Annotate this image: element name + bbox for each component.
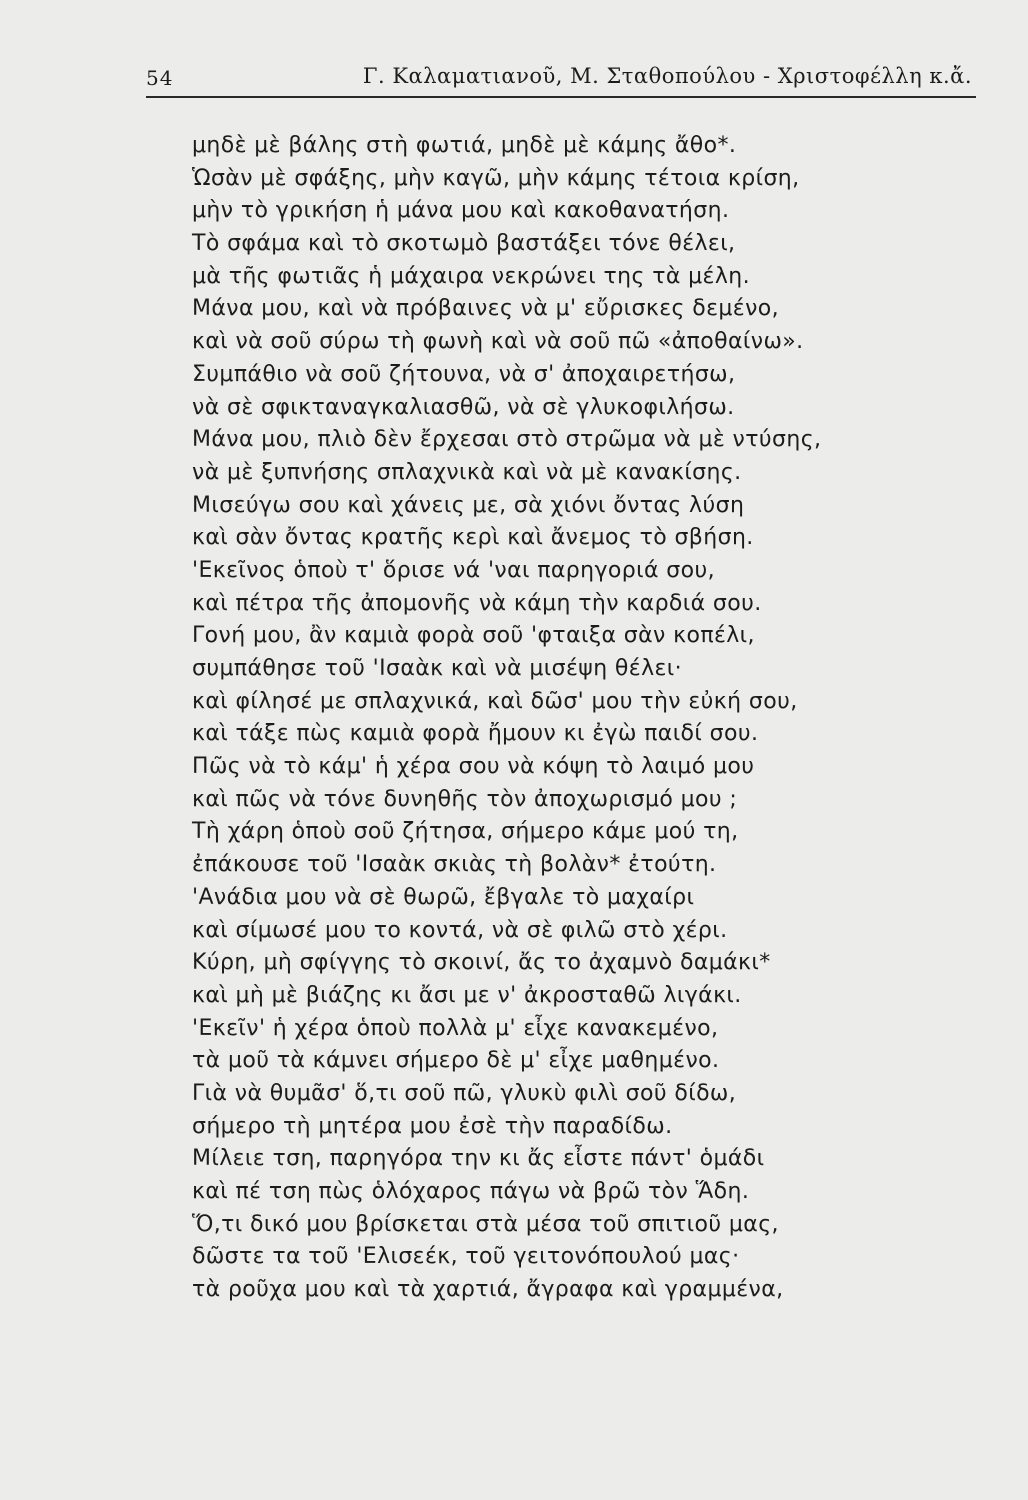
poem-line: καὶ πῶς νὰ τόνε δυνηθῆς τὸν ἀποχωρισμό μου ; — [192, 786, 738, 812]
poem-line: Γονή μου, ἂν καμιὰ φορὰ σοῦ 'φταιξα σὰν κοπέλι, — [192, 623, 755, 649]
poem-line: Ὡσὰν μὲ σφάξης, μὴν καγῶ, μὴν κάμης τέτοια κρίση, — [192, 165, 800, 191]
poem-line: καὶ σὰν ὄντας κρατῆς κερὶ καὶ ἄνεμος τὸ σβήση. — [192, 525, 754, 551]
poem-line: Μάνα μου, καὶ νὰ πρόβαινες νὰ μ' εὔρισκες δεμένο, — [192, 296, 780, 322]
header-rule — [146, 96, 976, 98]
poem-line: 'Εκεῖν' ἡ χέρα ὁποὺ πολλὰ μ' εἶχε κανακεμένο, — [192, 1015, 719, 1041]
poem-line: καὶ τάξε πὼς καμιὰ φορὰ ἤμουν κι ἐγὼ παιδί σου. — [192, 721, 759, 747]
poem-line: καὶ μὴ μὲ βιάζης κι ἄσι με ν' ἀκροσταθῶ λιγάκι. — [192, 982, 742, 1008]
poem-line: καὶ νὰ σοῦ σύρω τὴ φωνὴ καὶ νὰ σοῦ πῶ «ἀποθαίνω». — [192, 329, 804, 355]
poem-line: Τὴ χάρη ὁποὺ σοῦ ζήτησα, σήμερο κάμε μού τη, — [192, 819, 739, 845]
poem-line: Κύρη, μὴ σφίγγης τὸ σκοινί, ἄς το ἀχαμνὸ δαμάκι* — [192, 950, 771, 976]
poem-text — [192, 130, 912, 1307]
poem-line: μὴν τὸ γρικήση ἡ μάνα μου καὶ κακοθανατήση. — [192, 198, 730, 224]
poem-line: Μισεύγω σου καὶ χάνεις με, σὰ χιόνι ὄντας λύση — [192, 492, 745, 518]
poem-line: Μάνα μου, πλιὸ δὲν ἔρχεσαι στὸ στρῶμα νὰ μὲ ντύσης, — [192, 427, 822, 453]
poem-line: μὰ τῆς φωτιᾶς ἡ μάχαιρα νεκρώνει της τὰ μέλη. — [192, 263, 750, 289]
poem-line: μηδὲ μὲ βάλης στὴ φωτιά, μηδὲ μὲ κάμης ἄθο*. — [192, 133, 737, 158]
poem-line: νὰ σὲ σφικταναγκαλιασθῶ, νὰ σὲ γλυκοφιλήσω. — [192, 394, 735, 420]
poem-line: καὶ φίλησέ με σπλαχνικά, καὶ δῶσ' μου τὴν εὐκή σου, — [192, 688, 798, 714]
poem-line: Γιὰ νὰ θυμᾶσ' ὅ,τι σοῦ πῶ, γλυκὺ φιλὶ σοῦ δίδω, — [192, 1080, 737, 1106]
poem-line: Μίλειε τση, παρηγόρα την κι ἄς εἶστε πάντ' ὁμάδι — [192, 1146, 765, 1172]
poem-line: νὰ μὲ ξυπνήσης σπλαχνικὰ καὶ νὰ μὲ κανακίσης. — [192, 459, 742, 485]
poem-line: καὶ σίμωσέ μου το κοντά, νὰ σὲ φιλῶ στὸ χέρι. — [192, 917, 728, 943]
poem-line: δῶστε τα τοῦ 'Ελισεέκ, τοῦ γειτονόπουλού μας· — [192, 1244, 740, 1270]
poem-line: ἐπάκουσε τοῦ 'Ισαὰκ σκιὰς τὴ βολὰν* ἐτούτη. — [192, 852, 717, 878]
poem-line: Πῶς νὰ τὸ κάμ' ἡ χέρα σου νὰ κόψη τὸ λαιμό μου — [192, 754, 755, 780]
page-header — [146, 62, 976, 94]
page-number: 54 — [146, 66, 174, 90]
poem-line: συμπάθησε τοῦ 'Ισαὰκ καὶ νὰ μισέψη θέλει· — [192, 656, 683, 681]
poem-line: σήμερο τὴ μητέρα μου ἐσὲ τὴν παραδίδω. — [192, 1113, 673, 1139]
poem-line: καὶ πέ τση πὼς ὁλόχαρος πάγω νὰ βρῶ τὸν Ἅδη. — [192, 1179, 750, 1204]
running-head: Γ. Καλαματιανοῦ, Μ. Σταθοπούλου - Χριστοφέλλη κ.ἄ. — [362, 64, 972, 88]
poem-line: τὰ μοῦ τὰ κάμνει σήμερο δὲ μ' εἶχε μαθημένο. — [192, 1048, 720, 1074]
poem-line: Συμπάθιο νὰ σοῦ ζήτουνα, νὰ σ' ἀποχαιρετήσω, — [192, 361, 736, 387]
poem-line: καὶ πέτρα τῆς ἀπομονῆς νὰ κάμη τὴν καρδιά σου. — [192, 590, 762, 616]
poem-line: Ὅ,τι δικό μου βρίσκεται στὰ μέσα τοῦ σπιτιοῦ μας, — [192, 1211, 779, 1237]
poem-line: Τὸ σφάμα καὶ τὸ σκοτωμὸ βαστάξει τόνε θέλει, — [192, 231, 736, 257]
poem-line: 'Εκεῖνος ὁποὺ τ' ὅρισε νά 'ναι παρηγοριά σου, — [192, 557, 716, 583]
poem-line: 'Ανάδια μου νὰ σὲ θωρῶ, ἔβγαλε τὸ μαχαίρι — [192, 884, 695, 910]
poem-line: τὰ ροῦχα μου καὶ τὰ χαρτιά, ἄγραφα καὶ γραμμένα, — [192, 1277, 784, 1303]
